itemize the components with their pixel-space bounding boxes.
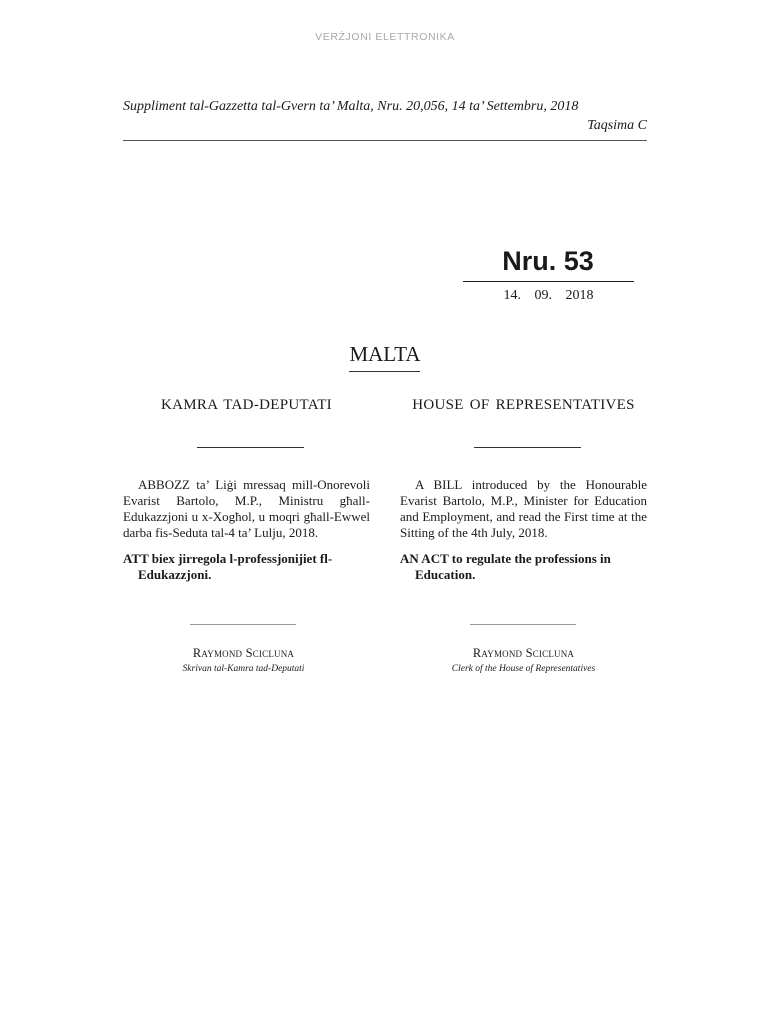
english-act-title: AN ACT to regulate the professions in Education.: [400, 551, 611, 582]
bill-number-rule: [463, 281, 634, 282]
maltese-act-title: ATT biex jirregola l-professjonijiet fl-Edukazzjoni.: [123, 551, 333, 582]
english-signature-rule: [470, 624, 576, 625]
english-bill-text: A BILL introduced by the Honourable Evarist Bartolo, M.P., Minister for Education and Employment, and read the First time at the Sitting of the 4th July, 2018.: [400, 477, 647, 540]
maltese-chamber-rule: [197, 447, 304, 448]
country-title: MALTA: [349, 342, 421, 366]
maltese-signatory-title: Skrivan tal-Kamra tad-Deputati: [182, 664, 305, 674]
maltese-bill-text: ABBOZZ ta’ Liġi mressaq mill-Onorevoli Evarist Bartolo, M.P., Ministru għall-Edukazzjoni u x-Xogħol, u moqri għall-Ewwel darba fis-Seduta tal-4 ta’ Lulju, 2018.: [123, 477, 370, 540]
country-title-rule: [349, 371, 420, 372]
english-signatory-name: Raymond Scicluna: [472, 646, 575, 660]
bill-date: 14. 09. 2018: [503, 288, 594, 303]
maltese-signature-rule: [190, 624, 296, 625]
english-chamber-rule: [474, 447, 581, 448]
gazette-section-label: Taqsima C: [587, 118, 647, 133]
english-chamber-heading: HOUSE OF REPRESENTATIVES: [412, 397, 635, 413]
bill-number: Nru. 53: [502, 246, 594, 276]
maltese-chamber-heading: KAMRA TAD-DEPUTATI: [161, 397, 332, 413]
english-signatory-title: Clerk of the House of Representatives: [451, 664, 596, 674]
maltese-signatory-name: Raymond Scicluna: [192, 646, 295, 660]
electronic-version-watermark: VERŻJONI ELETTRONIKA: [315, 31, 455, 43]
header-divider: [123, 140, 647, 141]
gazette-supplement-line: Suppliment tal-Gazzetta tal-Gvern ta’ Malta, Nru. 20,056, 14 ta’ Settembru, 2018: [123, 99, 579, 114]
